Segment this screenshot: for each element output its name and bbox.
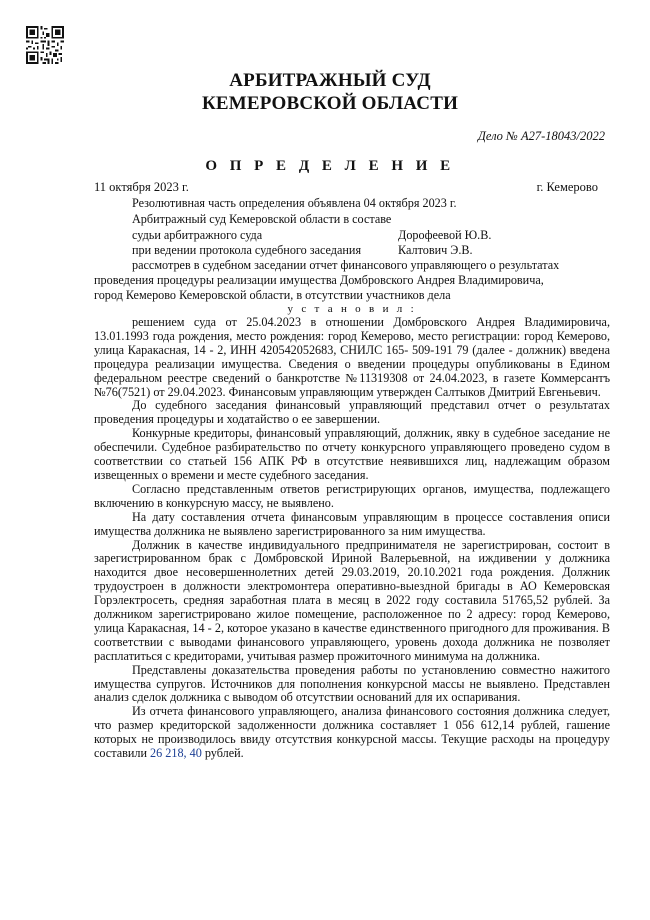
decision-body <box>94 316 610 761</box>
court-name-line2: КЕМЕРОВСКОЙ ОБЛАСТИ <box>201 93 459 114</box>
court-name-line1: АРБИТРАЖНЫЙ СУД <box>229 70 431 91</box>
paragraph-5: На дату составления отчета финансовым управляющим в процессе составления описи имущества должника не выявлено зарегистрированного за ним имущества. <box>94 509 610 538</box>
paragraph-2: До судебного заседания финансовый управляющий представил отчет о результатах проведения процедуры и ходатайство о ее завершении. <box>94 398 610 427</box>
court-composition: Арбитражный суд Кемеровской области в составе <box>132 212 392 226</box>
paragraph-3: Конкурные кредиторы, финансовый управляющий, должник, явку в судебное заседание не обеспечили. Судебное разбирательство по отчету конкурсного управляющего проведено судом в соответствии со статьей 156 АПК РФ в отсутствие неявившихся лиц, надлежащим образом извещенных о времени и месте судебного заседания. <box>94 426 610 482</box>
established-heading: у с т а н о в и л : <box>287 303 417 315</box>
considered-line-2: проведения процедуры реализации имущества Домбровского Андрея Владимировича, <box>94 273 544 287</box>
paragraph-8-tail: рублей. <box>201 746 244 761</box>
judge-label: судьи арбитражного суда <box>132 228 263 242</box>
case-number: Дело № А27-18043/2022 <box>477 129 605 143</box>
protocol-name: Калтович Э.В. <box>398 243 473 257</box>
protocol-label: при ведении протокола судебного заседания <box>132 243 362 257</box>
document-city: г. Кемерово <box>536 180 598 194</box>
paragraph-8 <box>94 705 610 761</box>
document-date: 11 октября 2023 г. <box>94 180 189 194</box>
judge-name: Дорофеевой Ю.В. <box>398 228 492 242</box>
paragraph-7: Представлены доказательства проведения работы по установлению совместно нажитого имущества супругов. Источников для пополнения конкурсной массы не выявлено. Представлен анализ сделок должника с выводом об отсутствии оснований для их оспаривания. <box>94 662 610 705</box>
paragraph-1: решением суда от 25.04.2023 в отношении Домбровского Андрея Владимировича, 13.01.1993 года рождения, место рождения: город Кемерово, место регистрации: город Кемерово, улица Каракасная, 14 - 2, ИНН 420542052683, СНИЛС 165- 509-191 79 (далее - должник) введена процедура реализации имущества. Сведения о введении процедуры опубликованы в Едином федеральном реестре сведений о банкротстве №11319308 от 24.04.2023, в газете Коммерсантъ №76(7521) от 29.04.2023. Финансовым управляющим утвержден Салтыков Дмитрий Евгеньевич. <box>94 315 610 399</box>
paragraph-8-main: Из отчета финансового управляющего, анализа финансового состояния должника следует, что размер кредиторской задолженности должника составляет 1 056 612,14 рублей, гашение которых не производилось ввиду отсутствия конкурсной массы. Текущие расходы на процедуру составили <box>94 704 610 761</box>
paragraph-4: Согласно представленным ответов регистрирующих органов, имущества, подлежащего включению в конкурсную массу, не выявлено. <box>94 481 610 510</box>
procedure-costs-amount: 26 218, 40 <box>150 746 202 761</box>
considered-line-1: рассмотрев в судебном заседании отчет финансового управляющего о результатах <box>132 258 560 272</box>
paragraph-6: Должник в качестве индивидуального предпринимателя не зарегистрирован, состоит в зарегистрированном брак с Домбровской Ириной Валерьевной, на иждивении у должника находится двое несовершеннолетних детей 29.03.2019, 20.10.2021 года рождения. Должник трудоустроен в должности электромонтера оперативно-выездной бригады в АО Кемеровская Горэлектросеть, средняя заработная плата в месяц в 2022 году составила 51765,52 рублей. За должником зарегистрировано жилое помещение, расположенное по 2 адресу: город Кемерово, улица Каракасная, 14 - 2, которое указано в качестве единственного пригодного для проживания. В соответствии с выводами финансового управляющего, уровень дохода должника не позволяет расплатиться с кредиторами, учитывая размер прожиточного минимума на должника. <box>94 537 610 663</box>
qr-code <box>26 26 64 64</box>
considered-line-3: город Кемерово Кемеровской области, в отсутствии участников дела <box>94 288 451 302</box>
resolution-line: Резолютивная часть определения объявлена 04 октября 2023 г. <box>132 196 457 210</box>
document-title: О П Р Е Д Е Л Е Н И Е <box>205 158 455 174</box>
